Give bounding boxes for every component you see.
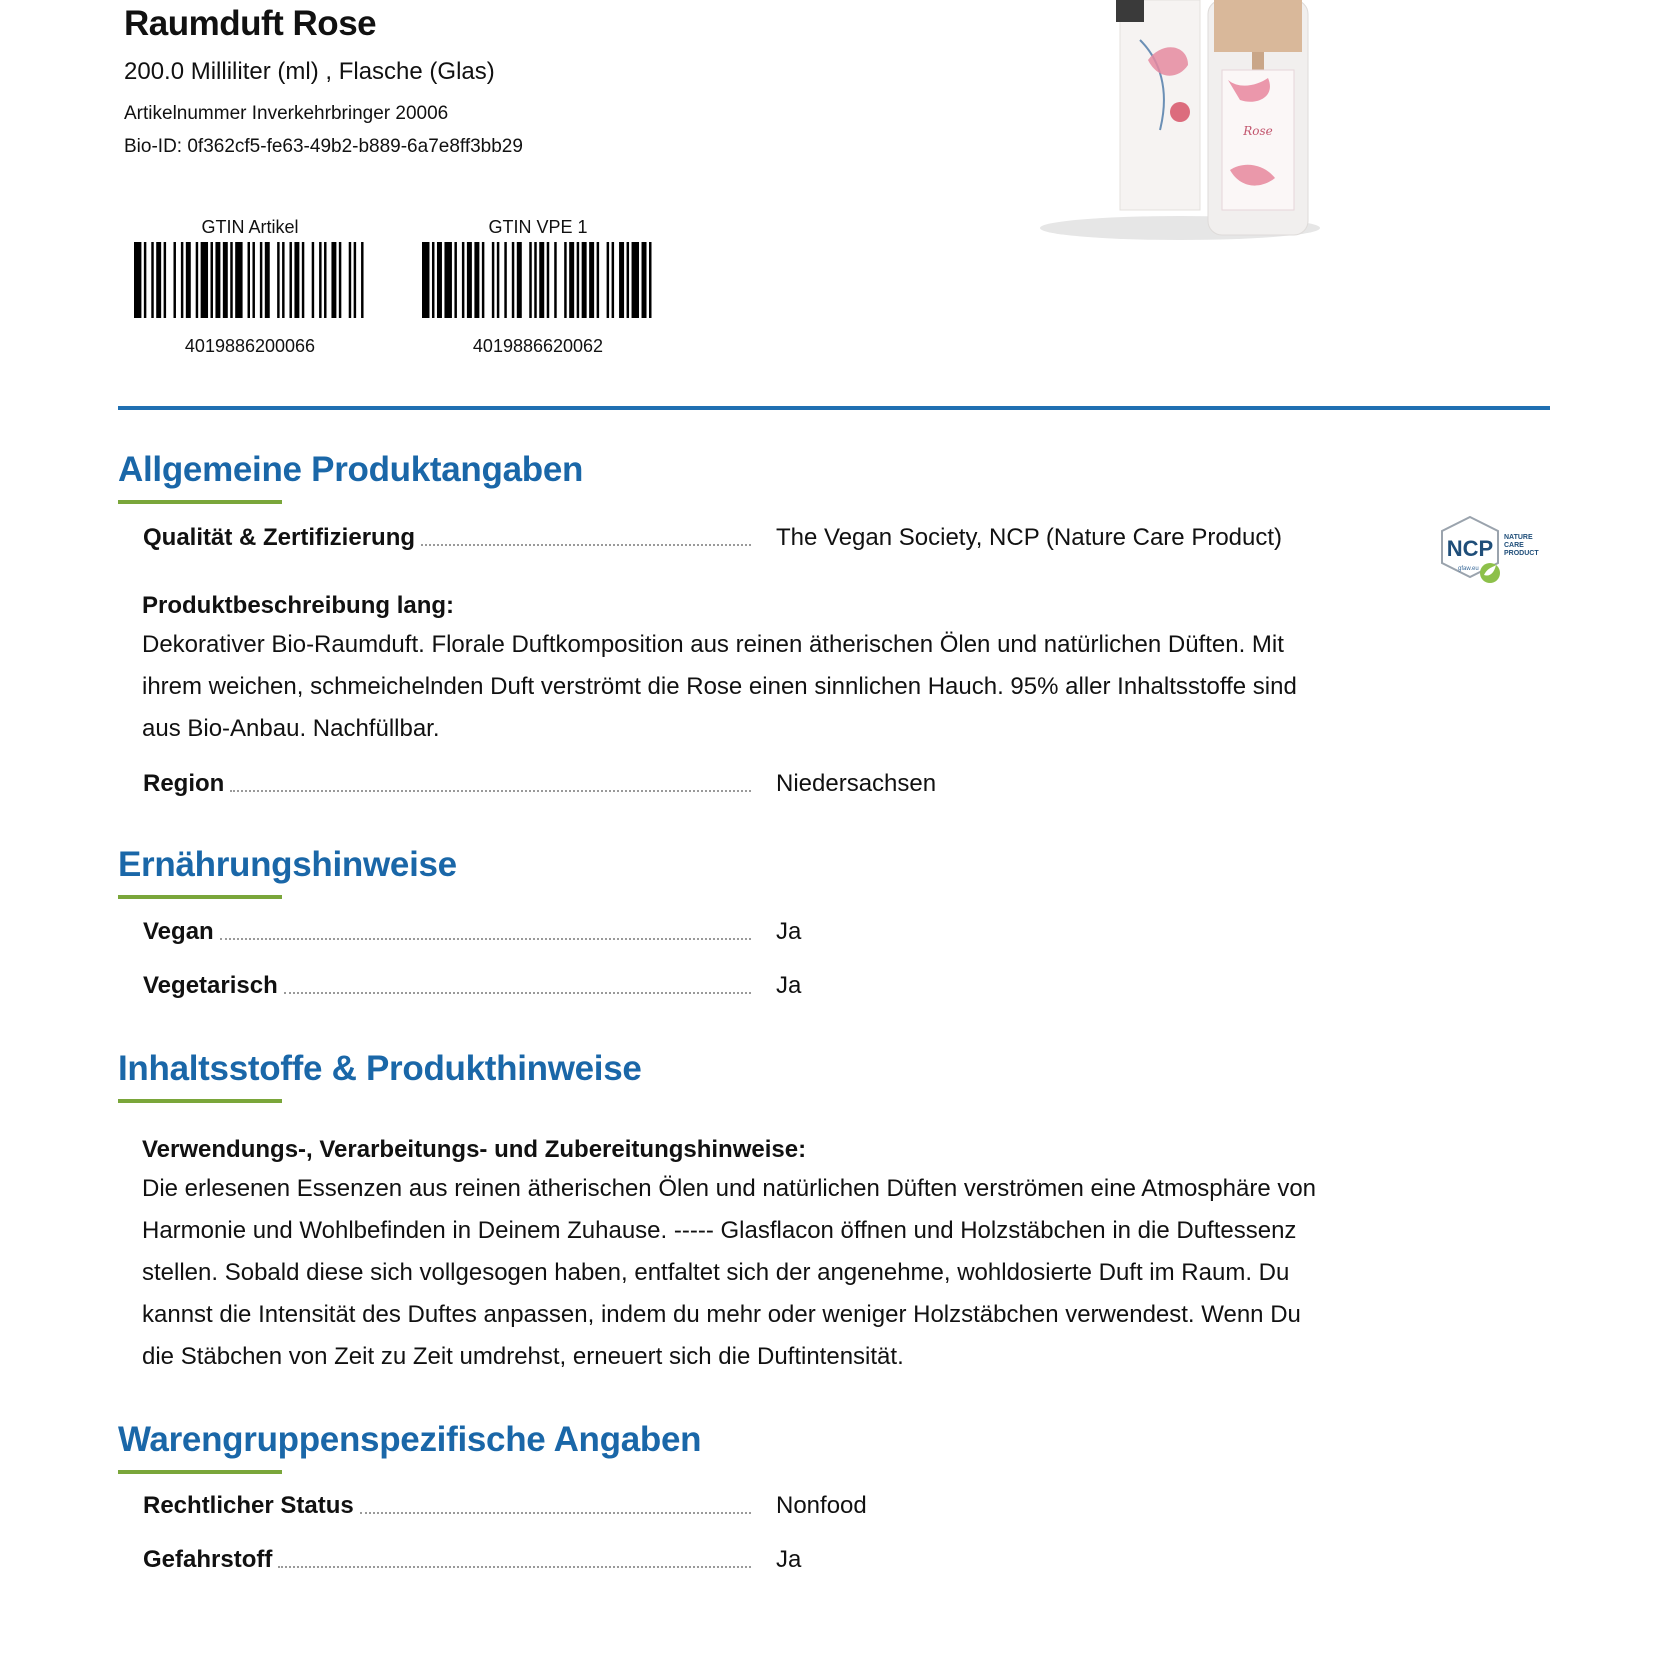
barcode-graphic [134, 242, 366, 318]
field-value-region: Niedersachsen [776, 770, 937, 797]
product-photo [1030, 0, 1330, 245]
barcode-bar [134, 242, 141, 318]
barcode-bar [539, 242, 544, 318]
product-title: Raumduft Rose [124, 4, 377, 43]
barcode-bar [564, 242, 566, 318]
article-number: Artikelnummer Inverkehrbringer 20006 [124, 103, 449, 124]
desc-paragraph [142, 624, 1422, 750]
barcode-bar [454, 242, 456, 318]
desc-line: ihrem weichen, schmeichelnden Duft verströmt die Rose einen sinnlichen Hauch. 95% aller Inhaltsstoffe sind [142, 673, 1297, 700]
barcode-bar [339, 242, 341, 318]
barcode-bar [642, 242, 647, 318]
field-label: Vegan [143, 918, 214, 945]
section-underline [118, 500, 282, 504]
section-title-ingredients: Inhaltsstoffe & Produkthinweise [118, 1049, 642, 1088]
barcode-bar [211, 242, 213, 318]
product-subtitle: 200.0 Milliliter (ml) , Flasche (Glas) [124, 58, 495, 85]
barcode-bar [517, 242, 522, 318]
field-label: Vegetarisch [143, 972, 278, 999]
barcode-bar [512, 242, 514, 318]
barcode-bar [649, 242, 651, 318]
badge-main-text: NCP [1446, 536, 1494, 561]
barcode-bar [282, 242, 284, 318]
barcode-bar [612, 242, 614, 318]
barcode-bar [437, 242, 442, 318]
badge-line-1: NATURE [1504, 534, 1533, 541]
barcode-bar [324, 242, 326, 318]
barcode-bar [627, 242, 629, 318]
badge-line-3: PRODUCT [1504, 550, 1539, 557]
barcode-article [130, 217, 370, 357]
barcode-bar [474, 242, 479, 318]
barcode-bar [235, 242, 242, 318]
barcode-bar [294, 242, 299, 318]
barcode-bar [181, 242, 183, 318]
barcode-bar [482, 242, 484, 318]
barcode-bar [632, 242, 639, 318]
barcode-bar [156, 242, 161, 318]
barcode-bar [319, 242, 321, 318]
field-label: Region [143, 770, 225, 797]
field-value-quality: The Vegan Society, NCP (Nature Care Product) [776, 524, 1283, 551]
barcode-bar [577, 242, 579, 318]
field-label: Qualität & Zertifizierung [143, 524, 416, 551]
barcode-bar [230, 242, 232, 318]
field-row-vegetarian [143, 968, 751, 1000]
field-label: Gefahrstoff [143, 1546, 273, 1573]
barcode-bar [547, 242, 549, 318]
dot-leader [278, 1566, 751, 1568]
barcode-bar [349, 242, 351, 318]
usage-line: Die erlesenen Essenzen aus reinen ätherischen Ölen und natürlichen Düften verströmen eine Atmosphäre von [142, 1175, 1317, 1202]
barcode-bar [223, 242, 228, 318]
barcode-bar [582, 242, 587, 318]
barcode-vpe [418, 217, 658, 357]
desc-heading: Produktbeschreibung lang: [142, 592, 455, 619]
desc-line: aus Bio-Anbau. Nachfüllbar. [142, 715, 440, 742]
barcode-bar [597, 242, 599, 318]
barcode-bar [354, 242, 356, 318]
badge-line-2: CARE [1504, 542, 1524, 549]
barcode-bar [260, 242, 262, 318]
barcode-bar [467, 242, 472, 318]
usage-line: kannst die Intensität des Duftes anpassen, indem du mehr oder weniger Holzstäbchen verwendest. Wenn Du [142, 1301, 1301, 1328]
usage-paragraph [142, 1168, 1422, 1378]
barcode-label: GTIN Artikel [201, 217, 299, 237]
desc-line: Dekorativer Bio-Raumduft. Florale Duftkomposition aus reinen ätherischen Ölen und natürlichen Düften. Mit [142, 631, 1284, 658]
section-underline [118, 1099, 282, 1103]
barcode-bar [529, 242, 531, 318]
barcode-bar [534, 242, 536, 318]
section-underline [118, 1470, 282, 1474]
barcode-bar [248, 242, 250, 318]
field-label: Rechtlicher Status [143, 1492, 354, 1519]
barcode-bar [569, 242, 574, 318]
barcode-bar [492, 242, 494, 318]
section-title-nutrition: Ernährungshinweise [118, 845, 457, 884]
barcode-bar [265, 242, 270, 318]
barcode-bar [462, 242, 464, 318]
barcode-bar [589, 242, 594, 318]
bio-id: Bio-ID: 0f362cf5-fe63-49b2-b889-6a7e8ff3bb29 [124, 136, 523, 157]
barcode-bar [312, 242, 314, 318]
field-row-region [143, 766, 751, 798]
barcode-bar [144, 242, 146, 318]
section-title-general: Allgemeine Produktangaben [118, 450, 584, 489]
barcode-bar [619, 242, 624, 318]
barcode-bar [422, 242, 429, 318]
usage-line: Harmonie und Wohlbefinden in Deinem Zuhause. ----- Glasflacon öffnen und Holzstäbchen in die Duftessenz [142, 1217, 1297, 1244]
barcode-label: GTIN VPE 1 [488, 217, 588, 237]
dot-leader [284, 992, 751, 994]
ncp-badge [1440, 515, 1540, 587]
bottle-label-text: Rose [1243, 124, 1273, 138]
barcode-bar [497, 242, 499, 318]
barcode-graphic [422, 242, 654, 318]
barcode-number: 4019886620062 [472, 336, 604, 356]
dot-leader [421, 544, 751, 546]
barcode-bar [277, 242, 279, 318]
barcode-bar [432, 242, 434, 318]
barcode-bar [302, 242, 304, 318]
barcode-bar [173, 242, 175, 318]
field-value-vegetarian: Ja [776, 972, 802, 999]
field-row-vegan [143, 914, 751, 946]
barcode-bar [186, 242, 191, 318]
field-value-vegan: Ja [776, 918, 802, 945]
dot-leader [360, 1512, 751, 1514]
usage-line: stellen. Sobald diese sich vollgesogen haben, entfaltet sich der angenehme, wohldosierte Duft im Raum. Du [142, 1259, 1290, 1286]
field-row-quality [143, 520, 751, 552]
barcode-bar [289, 242, 291, 318]
barcode-bar [196, 242, 198, 318]
field-row-hazard [143, 1542, 751, 1574]
field-row-legal-status [143, 1488, 751, 1520]
dot-leader [230, 790, 751, 792]
header-divider [118, 406, 1550, 410]
barcode-number: 4019886200066 [184, 336, 316, 356]
dot-leader [220, 938, 751, 940]
section-title-category: Warengruppenspezifische Angaben [118, 1420, 702, 1459]
field-value-hazard: Ja [776, 1546, 802, 1573]
barcode-bar [164, 242, 166, 318]
section-underline [118, 895, 282, 899]
field-value-legal-status: Nonfood [776, 1492, 867, 1519]
barcode-bar [361, 242, 363, 318]
badge-site: gfaw.eu [1458, 566, 1479, 572]
barcode-bar [331, 242, 336, 318]
barcode-bar [215, 242, 220, 318]
barcode-bar [554, 242, 556, 318]
barcode-bar [444, 242, 451, 318]
barcode-bar [607, 242, 609, 318]
barcode-bar [504, 242, 506, 318]
usage-line: die Stäbchen von Zeit zu Zeit umdrehst, erneuert sich die Duftintensität. [142, 1343, 904, 1370]
usage-heading: Verwendungs-, Verarbeitungs- und Zubereitungshinweise: [142, 1136, 807, 1163]
barcode-bar [151, 242, 153, 318]
barcode-bar [252, 242, 254, 318]
barcode-bar [201, 242, 208, 318]
